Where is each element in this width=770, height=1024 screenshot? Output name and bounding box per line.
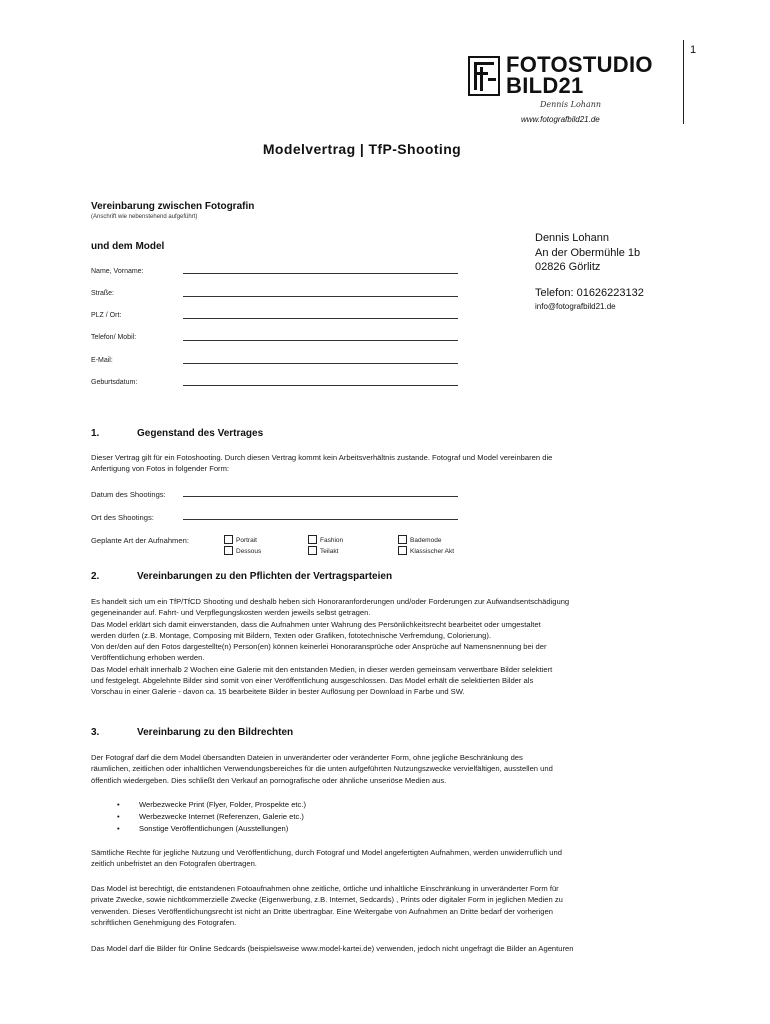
usage-bullet-text: Werbezwecke Internet (Referenzen, Galerie etc.) [139,812,304,821]
section2-text-line: werden dürfen (z.B. Montage, Composing mit Bildern, Texten oder Grafiken, fototechnische Verfremdung, Colorierung). [91,630,492,640]
field-label-street: Straße: [91,290,114,297]
field-line-email[interactable] [183,363,458,364]
section3-sedcards [91,943,661,954]
agreement-heading: Vereinbarung zwischen Fotografin [91,201,255,212]
usage-bullet-text: Werbezwecke Print (Flyer, Folder, Prospekte etc.) [139,800,306,809]
checkbox-label-fashion: Fashion [320,537,344,544]
field-label-zip-city: PLZ / Ort: [91,312,122,319]
field-line-phone[interactable] [183,340,458,341]
section2-title: Vereinbarungen zu den Pflichten der Vertragsparteien [137,571,393,582]
shooting-date-line[interactable] [183,496,458,497]
section3-text-line: zeitlich unbefristet an den Fotografen übertragen. [91,859,257,869]
page-number: 1 [690,44,697,56]
section3-text-line: Das Model ist berechtigt, die entstandenen Fotoaufnahmen ohne zeitliche, örtliche und inhaltliche Einschränkung in unveränderter Form für [91,884,559,893]
logo-signature: Dennis Lohann [540,100,602,109]
model-heading: und dem Model [91,241,165,252]
shooting-place-label: Ort des Shootings: [91,513,154,522]
section3-rights-transfer [91,847,651,870]
agreement-note: (Anschrift wie nebenstehend aufgeführt) [91,214,198,220]
photographer-phone: Telefon: 01626223132 [535,287,644,299]
page-margin-rule [683,40,684,124]
section3-text-line: Der Fotograf darf die dem Model übersandten Dateien in unveränderter oder veränderter Form, ohne jegliche Beschränkung des [91,753,523,762]
section3-number: 3. [91,727,100,738]
field-label-email: E-Mail: [91,357,113,364]
checkbox-klassischer-akt[interactable] [398,546,407,555]
checkbox-label-dessous: Dessous [236,548,262,555]
section3-text-line: verwenden. Dieses Veröffentlichungsrecht ist nicht an Dritte übertragbar. Eine Weitergabe von Aufnahmen an Dritte bedarf der vorherigen [91,906,553,916]
section3-text-line: schriftlichen Genehmigung des Fotografen. [91,917,237,927]
studio-logo [468,52,668,109]
shooting-date-label: Datum des Shootings: [91,490,166,499]
section1-text-line: Dieser Vertrag gilt für ein Fotoshooting. Durch diesen Vertrag kommt kein Arbeitsverhältnis zustande. Fotograf und Model vereinbaren die [91,453,553,462]
logo-text-line1: FOTOSTUDIO [506,52,653,77]
checkbox-label-bademode: Bademode [410,537,442,544]
bullet-icon: • [117,824,120,833]
section3-text-line: öffentlich wiedergeben. Dies schließt den Verkauf an pornografische oder ähnliche unseriöse Medien aus. [91,775,447,785]
section1-text [91,452,651,475]
shooting-type-label: Geplante Art der Aufnahmen: [91,536,189,545]
checkbox-teilakt[interactable] [308,546,317,555]
checkbox-bademode[interactable] [398,535,407,544]
section2-text-line: Vorschau in einer Galerie - davon ca. 15 bearbeitete Bilder in bester Auflösung per Download in Farbe und SW. [91,687,465,697]
field-line-name[interactable] [183,273,458,274]
section3-intro [91,752,651,786]
field-line-birthdate[interactable] [183,385,458,386]
field-label-name: Name, Vorname: [91,268,144,275]
section2-text-line: gegeneinander auf. Fahrt- und Verpflegungskosten werden jeweils selbst getragen. [91,608,371,618]
section3-model-usage [91,883,651,928]
field-line-street[interactable] [183,296,458,297]
section1-number: 1. [91,428,100,439]
section2-number: 2. [91,571,100,582]
photographer-email[interactable]: info@fotografbild21.de [535,302,616,311]
logo-text-line2: BILD21 [506,73,584,98]
section2-text [91,596,651,698]
checkbox-label-teilakt: Teilakt [320,548,339,555]
field-label-birthdate: Geburtsdatum: [91,379,138,386]
checkbox-fashion[interactable] [308,535,317,544]
section1-title: Gegenstand des Vertrages [137,428,264,439]
section3-text-line: räumlichen, zeitlichen oder inhaltlichen Verwendungsbereiches für die unten aufgeführten Nutzungszwecke vervielfältigen, ausstellen und [91,764,553,774]
checkbox-portrait[interactable] [224,535,233,544]
document-title: Modelvertrag | TfP-Shooting [262,141,462,157]
usage-bullet-text: Sonstige Veröffentlichungen (Ausstellungen) [139,824,289,833]
section2-text-line: Veröffentlichung erhoben werden. [91,653,205,663]
section3-text-line: private Zwecke, sowie nichtkommerzielle Zwecke (Eigenwerbung, z.B. Internet, Sedcards) , Prints oder digitaler Form in jeglichen Medien zu [91,895,563,905]
section3-text-line: Das Model darf die Bilder für Online Sedcards (beispielsweise www.model-kartei.de) verwenden, jedoch nicht ungefragt die Bilder an Agenturen [91,944,574,953]
shooting-place-line[interactable] [183,519,458,520]
section2-text-line: Das Model erklärt sich damit einverstanden, dass die Aufnahmen unter Wahrung des Persönlichkeitsrecht bearbeitet oder umgestaltet [91,619,541,629]
checkbox-label-klassischer-akt: Klassischer Akt [410,548,455,555]
logo-mark-icon [468,56,500,96]
bullet-icon: • [117,812,120,821]
section1-text-line: Anfertigung von Fotos in folgender Form: [91,464,230,474]
photographer-street: An der Obermühle 1b [535,247,641,259]
checkbox-label-portrait: Portrait [236,537,257,544]
section2-text-line: Von der/den auf den Fotos dargestellte(n) Person(en) können keinerlei Honoraransprüche oder Ansprüche auf Namensnennung bei der [91,642,547,652]
bullet-icon: • [117,800,120,809]
section2-text-line: Es handelt sich um ein TfP/TfCD Shooting und deshalb heben sich Honoraranforderungen und/oder Forderungen zur Aufwandsentschädigung [91,597,570,606]
photographer-city: 02826 Görlitz [535,261,601,273]
section3-title: Vereinbarung zu den Bildrechten [137,727,294,738]
photographer-name: Dennis Lohann [535,232,610,244]
section2-text-line: und festgelegt. Abgelehnte Bilder sind somit von einer Veröffentlichung ausgeschlossen. Das Model erhält die selektierten Bilder als [91,676,534,686]
section3-text-line: Sämtliche Rechte für jegliche Nutzung und Veröffentlichung, durch Fotograf und Model angefertigten Aufnahmen, werden unwiderruflich und [91,848,562,857]
checkbox-dessous[interactable] [224,546,233,555]
section2-text-line: Das Model erhält innerhalb 2 Wochen eine Galerie mit den entstanden Medien, in dieser werden gemeinsam verwertbare Bilder selektiert [91,664,553,674]
website-url[interactable]: www.fotografbild21.de [521,115,600,124]
field-line-zip-city[interactable] [183,318,458,319]
field-label-phone: Telefon/ Mobil: [91,334,137,341]
